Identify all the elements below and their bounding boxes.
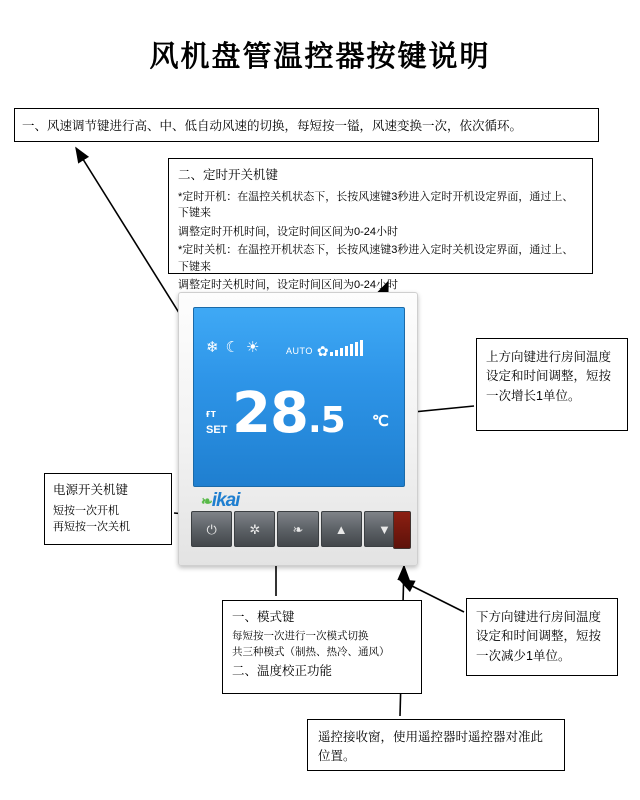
fan-bar [345, 346, 348, 356]
button-row [191, 511, 405, 547]
callout-mode-heading2: 二、温度校正功能 [232, 664, 333, 679]
callout-up-key [476, 338, 628, 431]
callout-timer-heading: 二、定时开关机键 [178, 168, 279, 182]
set-temp-label: SET [206, 424, 228, 436]
page-title: 风机盘管温控器按键说明 [149, 41, 491, 73]
callout-power-key [44, 473, 172, 545]
callout-down-key-text: 下方向键进行房间温度设定和时间调整，短按一次减少1单位。 [476, 610, 602, 663]
fan-bar [330, 352, 333, 356]
callout-mode-key [222, 600, 422, 694]
callout-timer-line2: 调整定时开机时间，设定时间区间为0-24小时 [178, 225, 399, 238]
fan-bar [340, 348, 343, 356]
fan-bar [360, 340, 363, 356]
fan-speed-button[interactable]: ❧ [277, 511, 318, 547]
callout-mode-heading: 一、模式键 [232, 610, 295, 624]
fan-speed-bars [330, 338, 363, 356]
callout-timer-line3: *定时关机：在温控开机状态下，长按风速键3秒进入定时关机设定界面，通过上、下键来 [178, 244, 574, 273]
screen-mode-icons [206, 340, 259, 355]
callout-fan-speed [14, 108, 599, 142]
room-temp-label: ғт [206, 408, 216, 420]
temperature-decimal: .5 [307, 400, 345, 441]
callout-ir-receiver [307, 719, 565, 771]
leaf-icon: ❧ [201, 493, 212, 509]
auto-label: AUTO [286, 346, 313, 356]
screen-auto-group [286, 344, 329, 358]
mode-button[interactable]: ✲ [234, 511, 275, 547]
temperature-readout [232, 381, 345, 446]
brand-name: ikai [211, 490, 240, 511]
temperature-unit: ℃ [372, 413, 389, 430]
callout-power-line1: 短按一次开机 [53, 504, 119, 517]
snowflake-icon: ❄ [206, 339, 219, 356]
callout-timer-line4: 调整定时关机时间，设定时间区间为0-24小时 [178, 279, 399, 292]
callout-power-line2: 再短按一次关机 [53, 520, 130, 533]
sun-icon: ☀ [246, 339, 260, 356]
callout-power-heading: 电源开关机键 [53, 483, 129, 497]
callout-down-key [466, 598, 618, 676]
up-button[interactable]: ▲ [321, 511, 362, 547]
fan-icon: ✿ [316, 343, 330, 359]
temperature-integer: 28 [232, 381, 308, 446]
fan-bar [335, 350, 338, 356]
lcd-screen [193, 307, 405, 487]
fan-bar [355, 342, 358, 356]
callout-mode-line1: 每短按一次进行一次模式切换 [232, 629, 369, 642]
brand-logo [201, 490, 239, 512]
callout-timer-line1: *定时开机：在温控关机状态下，长按风速键3秒进入定时开机设定界面，通过上、下键来 [178, 190, 574, 220]
fan-bar [350, 344, 353, 356]
callout-timer [168, 158, 593, 292]
thermostat-device [178, 292, 418, 566]
power-button[interactable]: ⏻ [191, 511, 232, 547]
callout-fan-speed-text: 一、风速调节键进行高、中、低自动风速的切换，每短按一镒，风速变换一次，依次循环。 [22, 119, 523, 133]
callout-up-key-text: 上方向键进行房间温度设定和时间调整，短按一次增长1单位。 [486, 350, 612, 403]
callout-ir-receiver-text: 遥控接收窗，使用遥控器时遥控器对准此位置。 [318, 730, 544, 763]
callout-mode-line2: 共三种模式（制热、热冷、通风） [232, 645, 390, 658]
ir-receiver-window [393, 511, 411, 549]
down-button[interactable]: ▼ [364, 511, 405, 547]
moon-icon: ☾ [225, 339, 240, 356]
